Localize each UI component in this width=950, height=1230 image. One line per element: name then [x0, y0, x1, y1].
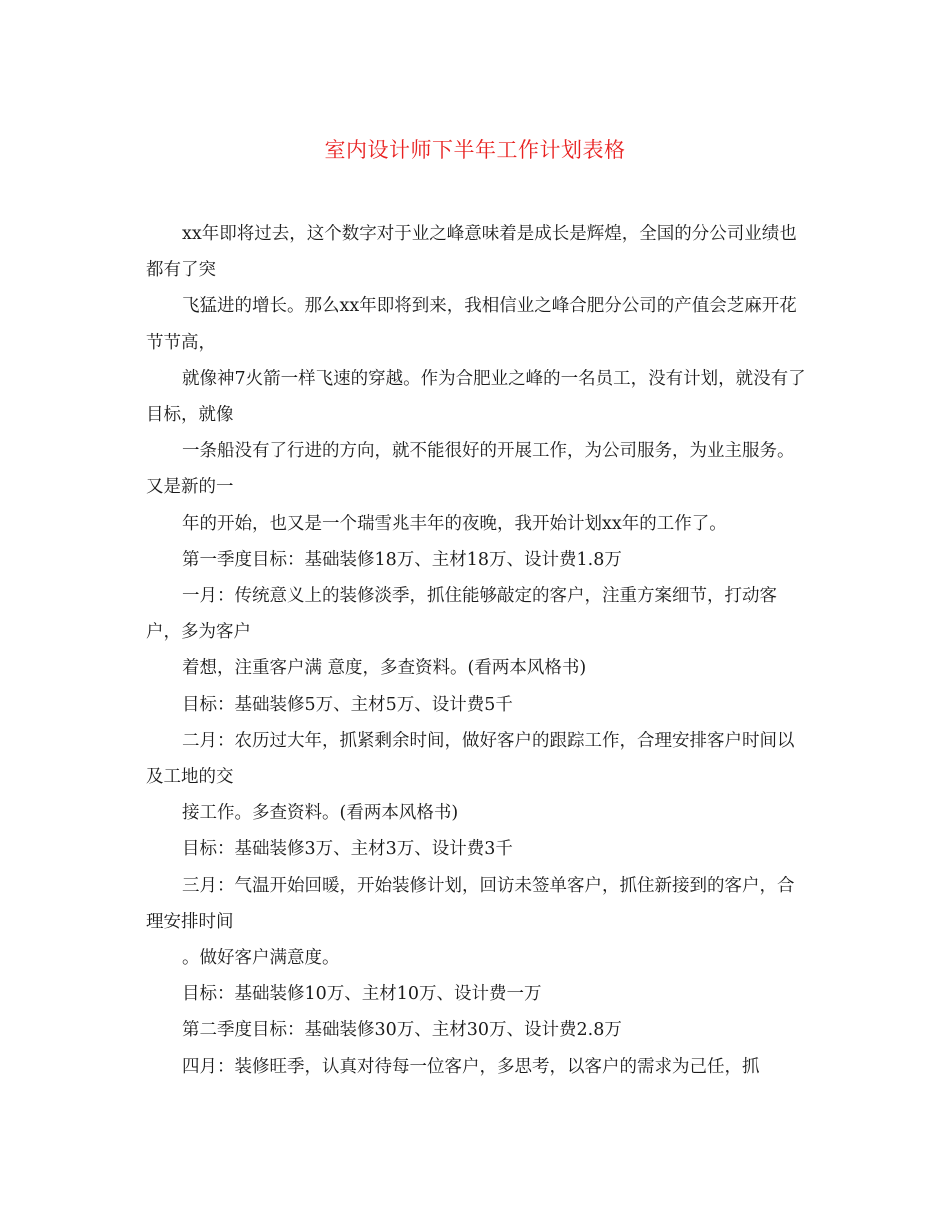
paragraph: xx年即将过去，这个数字对于业之峰意味着是成长是辉煌，全国的分公司业绩也都有了突: [146, 224, 797, 281]
paragraph: 接工作。多查资料。(看两本风格书): [182, 803, 459, 824]
paragraph: 二月：农历过大年，抓紧剩余时间，做好客户的跟踪工作，合理安排客户时间以及工地的交: [146, 730, 795, 788]
paragraph: 飞猛进的增长。那么xx年即将到来，我相信业之峰合肥分公司的产值会芝麻开花节节高，: [146, 296, 797, 353]
paragraph: 一月：传统意义上的装修淡季，抓住能够敲定的客户，注重方案细节，打动客户，多为客户: [146, 586, 777, 643]
paragraph: 目标：基础装修3万、主材3万、设计费3千: [182, 839, 513, 860]
document-body: [146, 216, 806, 1085]
paragraph: 第二季度目标：基础装修30万、主材30万、设计费2.8万: [182, 1020, 622, 1041]
paragraph: 着想，注重客户满 意度，多查资料。(看两本风格书): [182, 658, 587, 679]
paragraph: 第一季度目标：基础装修18万、主材18万、设计费1.8万: [182, 549, 622, 570]
paragraph: 目标：基础装修10万、主材10万、设计费一万: [182, 984, 542, 1005]
paragraph: 目标：基础装修5万、主材5万、设计费5千: [182, 694, 513, 715]
paragraph: 四月：装修旺季，认真对待每一位客户，多思考，以客户的需求为己任，抓: [182, 1056, 760, 1077]
paragraph: 一条船没有了行进的方向，就不能很好的开展工作，为公司服务，为业主服务。又是新的一: [146, 441, 795, 498]
document-title: 室内设计师下半年工作计划表格: [324, 138, 626, 162]
paragraph: 。做好客户满意度。: [182, 948, 340, 969]
paragraph: 三月：气温开始回暖，开始装修计划，回访未签单客户，抓住新接到的客户，合理安排时间: [146, 875, 795, 932]
paragraph: 就像神7火箭一样飞速的穿越。作为合肥业之峰的一名员工，没有计划，就没有了目标，就像: [146, 368, 806, 426]
paragraph: 年的开始，也又是一个瑞雪兆丰年的夜晚，我开始计划xx年的工作了。: [182, 513, 727, 534]
